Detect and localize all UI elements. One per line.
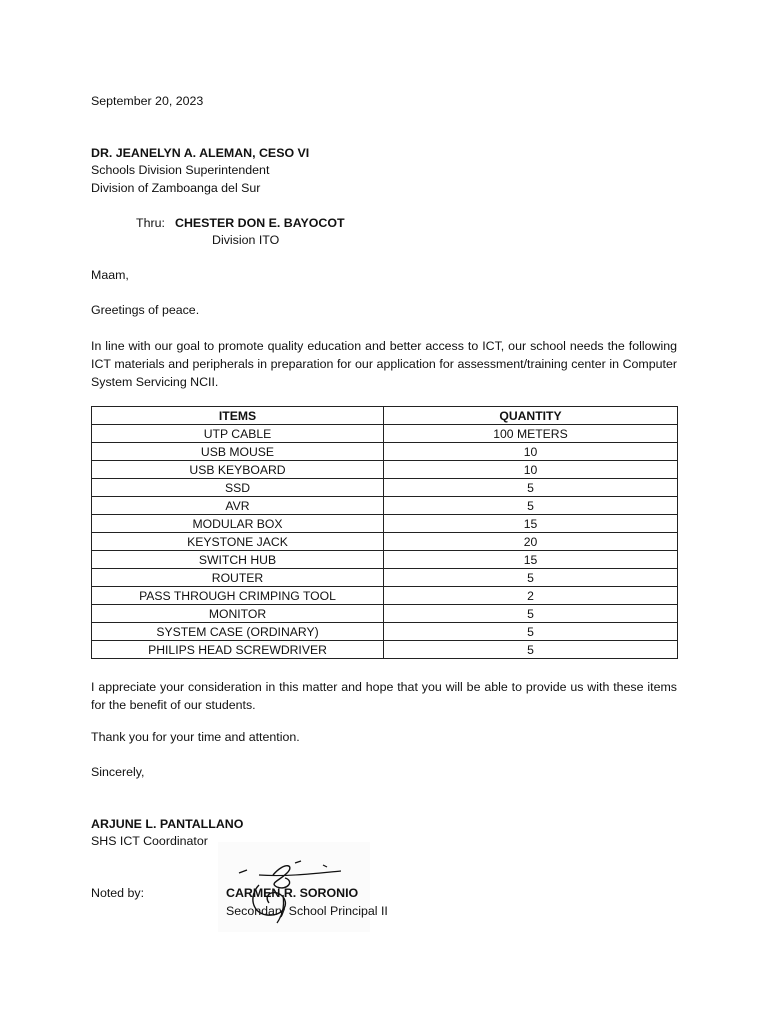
item-cell: PASS THROUGH CRIMPING TOOL <box>92 587 384 605</box>
quantity-cell: 5 <box>384 605 678 623</box>
body-paragraph: In line with our goal to promote quality education and better access to ICT, our school needs the following ICT materials and peripherals in preparation for our application for assessment/training center in Computer System Servicing NCII. <box>91 339 677 389</box>
items-table <box>91 406 678 659</box>
quantity-cell: 10 <box>384 443 678 461</box>
table-row <box>92 497 678 515</box>
table-row <box>92 587 678 605</box>
sender-title: SHS ICT Coordinator <box>91 834 208 848</box>
quantity-cell: 5 <box>384 497 678 515</box>
quantity-cell: 5 <box>384 641 678 659</box>
table-row <box>92 425 678 443</box>
item-cell: USB KEYBOARD <box>92 461 384 479</box>
quantity-cell: 100 METERS <box>384 425 678 443</box>
handwritten-signature-icon <box>225 855 355 927</box>
thru-label: Thru: <box>136 216 165 230</box>
column-header-quantity: QUANTITY <box>384 407 678 425</box>
table-row <box>92 605 678 623</box>
table-row <box>92 443 678 461</box>
item-cell: SYSTEM CASE (ORDINARY) <box>92 623 384 641</box>
quantity-cell: 20 <box>384 533 678 551</box>
quantity-cell: 2 <box>384 587 678 605</box>
greeting: Greetings of peace. <box>91 303 200 317</box>
item-cell: MONITOR <box>92 605 384 623</box>
item-cell: USB MOUSE <box>92 443 384 461</box>
table-row <box>92 569 678 587</box>
item-cell: PHILIPS HEAD SCREWDRIVER <box>92 641 384 659</box>
table-header-row <box>92 407 678 425</box>
thru-name: CHESTER DON E. BAYOCOT <box>175 216 345 230</box>
item-cell: KEYSTONE JACK <box>92 533 384 551</box>
item-cell: ROUTER <box>92 569 384 587</box>
noted-title: Secondary School Principal II <box>226 904 388 918</box>
quantity-cell: 5 <box>384 479 678 497</box>
recipient-name: DR. JEANELYN A. ALEMAN, CESO VI <box>91 146 310 160</box>
recipient-office: Division of Zamboanga del Sur <box>91 181 261 195</box>
column-header-items: ITEMS <box>92 407 384 425</box>
thanks-line: Thank you for your time and attention. <box>91 730 300 744</box>
table-row <box>92 551 678 569</box>
table-row <box>92 479 678 497</box>
noted-name: CARMEN R. SORONIO <box>226 886 359 900</box>
quantity-cell: 15 <box>384 515 678 533</box>
table-row <box>92 461 678 479</box>
letter-date: September 20, 2023 <box>91 94 204 108</box>
recipient-title: Schools Division Superintendent <box>91 163 270 177</box>
quantity-cell: 5 <box>384 623 678 641</box>
table-row <box>92 533 678 551</box>
closing-paragraph: I appreciate your consideration in this matter and hope that you will be able to provide us with these items for the benefit of our students. <box>91 680 677 712</box>
quantity-cell: 15 <box>384 551 678 569</box>
noted-by-label: Noted by: <box>91 886 145 900</box>
quantity-cell: 10 <box>384 461 678 479</box>
quantity-cell: 5 <box>384 569 678 587</box>
valediction: Sincerely, <box>91 765 145 779</box>
item-cell: SSD <box>92 479 384 497</box>
item-cell: UTP CABLE <box>92 425 384 443</box>
table-row <box>92 641 678 659</box>
thru-title: Division ITO <box>212 233 280 247</box>
item-cell: SWITCH HUB <box>92 551 384 569</box>
salutation: Maam, <box>91 268 129 282</box>
table-row <box>92 515 678 533</box>
item-cell: AVR <box>92 497 384 515</box>
sender-name: ARJUNE L. PANTALLANO <box>91 817 244 831</box>
table-row <box>92 623 678 641</box>
item-cell: MODULAR BOX <box>92 515 384 533</box>
